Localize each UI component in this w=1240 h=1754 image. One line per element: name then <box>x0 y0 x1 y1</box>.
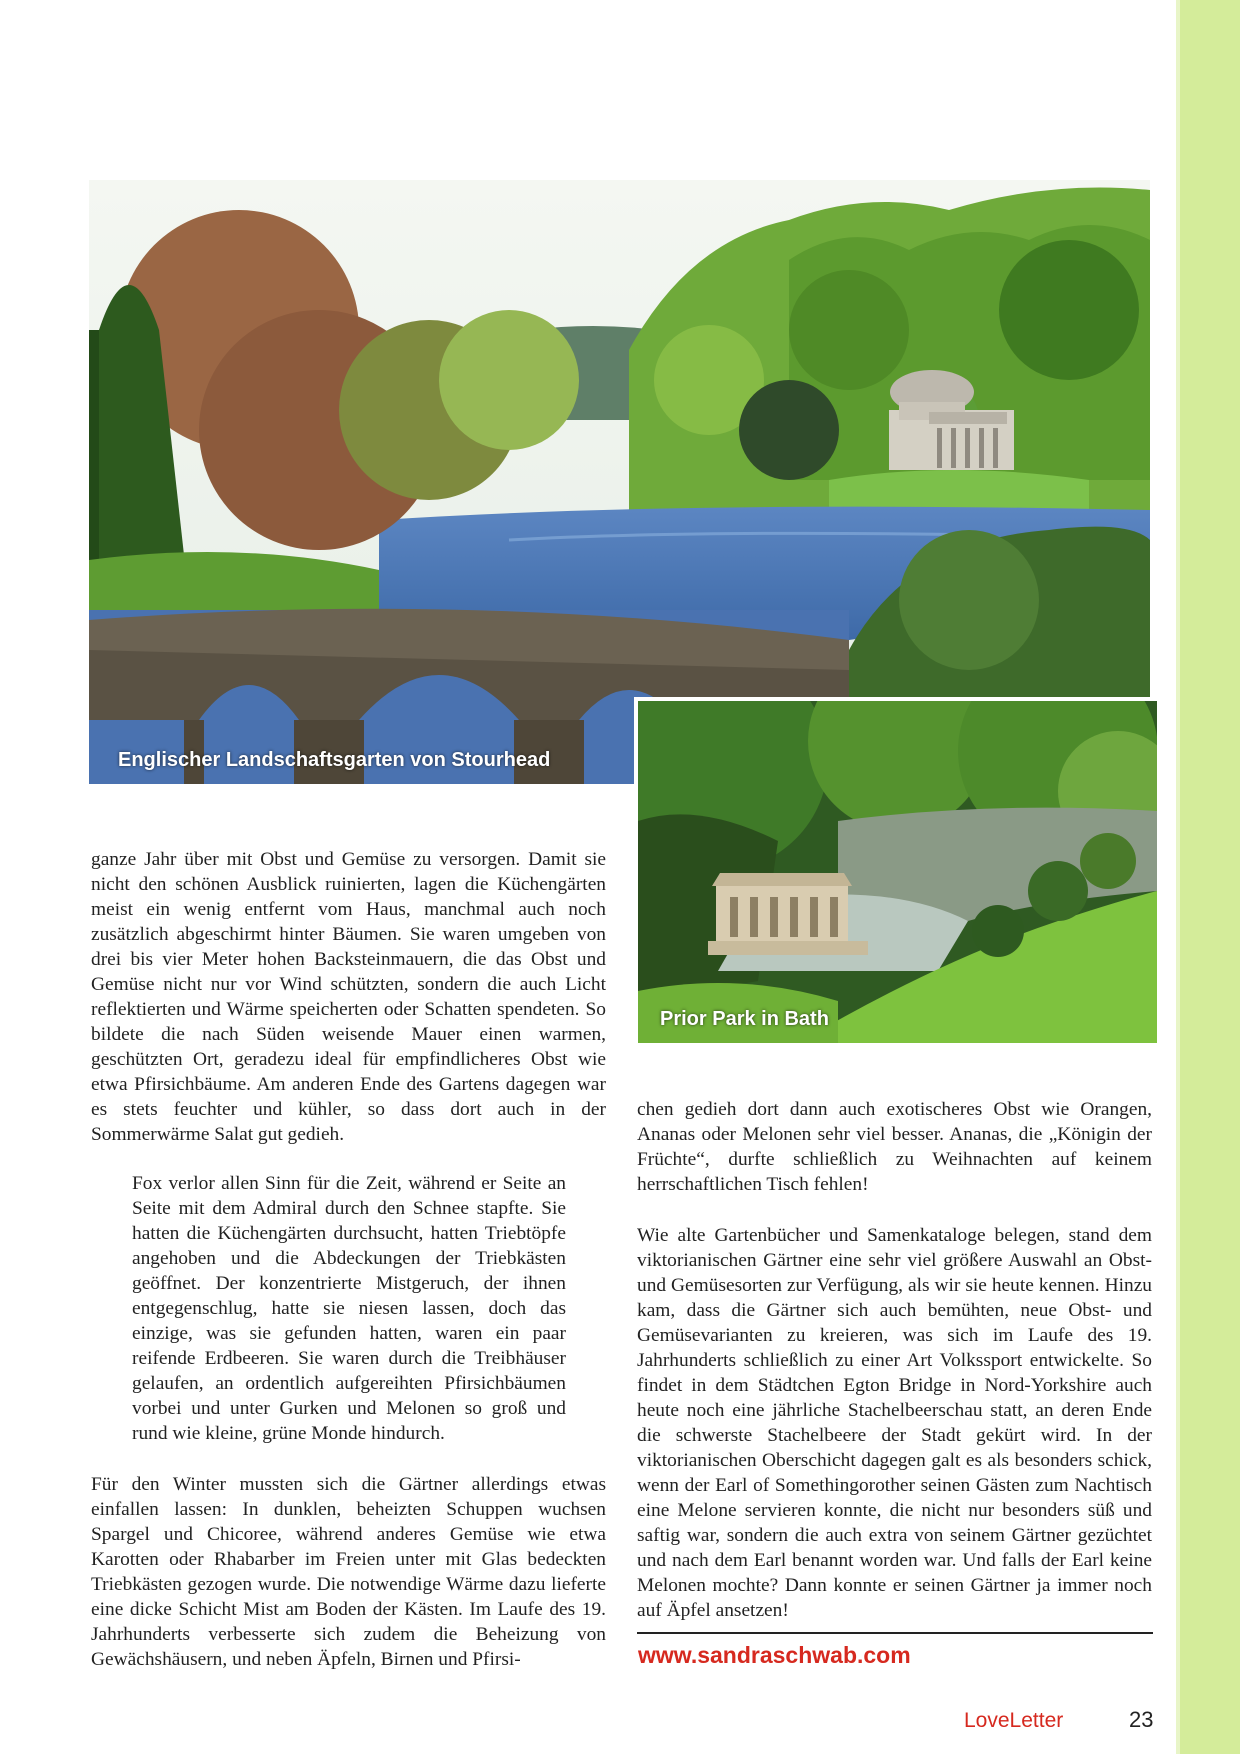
prior-park-photo <box>634 697 1157 1043</box>
article-left-winter <box>91 1472 606 1672</box>
quote-text: Fox verlor allen Sinn für die Zeit, während er Seite an Seite mit dem Admiral durch den Schnee stapfte. Sie hatten die Küchengärten durchsucht, hatten Triebtöpfe angehoben und die Abdeckungen der Triebkästen geöffnet. Der konzentrierte Mistgeruch, der ihnen entgegenschlug, hatte sie niesen lassen, doch das einzige, was sie gefunden hatten, waren ein paar reifende Erdbeeren. Sie waren durch die Treibhäuser gelaufen, an ordentlich aufgereihten Pfirsichbäumen vorbei und unter Gurken und Melonen so groß und rund wie kleine, grüne Monde hindurch. <box>132 1173 566 1444</box>
stourhead-photo-caption: Englischer Landschaftsgarten von Stourhead <box>118 749 551 771</box>
paragraph-kitchen-gardens: ganze Jahr über mit Obst und Gemüse zu versorgen. Damit sie nicht den schönen Ausblick ruinierten, lagen die Küchengärten meist ein wenig entfernt vom Haus, manchmal auch noch zusätzlich abgeschirmt hinter Bäumen. Sie waren umgeben von drei bis vier Meter hohen Backsteinmauern, die das Obst und Gemüse nicht nur vor Wind schützten, sondern die auch Licht reflektierten und Wärme speicherten oder Schatten spendeten. So bildete die nach Süden weisende Mauer einen warmen, geschützten Ort, geradezu ideal für empfindlicheres Obst wie etwa Pfirsichbäume. Am anderen Ende des Gartens dagegen war es stets feuchter und kühler, so dass dort auch in der Sommerwärme Salat gut gedieh. <box>91 849 606 1145</box>
stourhead-landscape-photo <box>89 180 1150 784</box>
divider-rule <box>637 1632 1153 1634</box>
page-edge-color-strip <box>1180 0 1240 1754</box>
paragraph-winter: Für den Winter mussten sich die Gärtner allerdings etwas einfallen lassen: In dunklen, beheizten Schuppen wuchsen Spargel und Chicoree, während anderes Gemüse wie etwa Karotten oder Rhabarber im Freien unter mit Glas bedeckten Triebkästen gezogen wurde. Die notwendige Wärme dazu lieferte eine dicke Schicht Mist am Boden der Kästen. Im Laufe des 19. Jahrhunderts verbesserte sich zudem die Beheizung von Gewächshäusern, und neben Äpfeln, Birnen und Pfirsi- <box>91 1474 606 1670</box>
novel-excerpt-quote <box>132 1171 566 1446</box>
article-right-catalog <box>637 1223 1152 1623</box>
magazine-name: LoveLetter <box>964 1709 1064 1732</box>
author-website-link[interactable]: www.sandraschwab.com <box>638 1642 911 1668</box>
paragraph-seed-catalogs: Wie alte Gartenbücher und Samenkataloge belegen, stand dem viktorianischen Gärtner eine sehr viel größere Auswahl an Obst- und Gemüsesorten zur Verfügung, als wir sie heute kennen. Hinzu kam, dass die Gärtner sich auch bemühten, neue Obst- und Gemüsevarianten zu kreieren, was sich im Laufe des 19. Jahrhunderts schließlich zu einer Art Volkssport entwickelte. So findet in dem Städtchen Egton Bridge in Nord-Yorkshire auch heute noch eine jährliche Stachelbeerschau statt, an deren Ende die schwerste Stachelbeere der Stadt gekürt wird. In der viktorianischen Oberschicht dagegen galt es als besonders schick, wenn der Earl of Somethingorother seinen Gästen zum Nachtisch eine Melone servieren konnte, die nicht nur besonders süß und saftig war, sondern die auch extra von seinem Gärtner gezüchtet und nach dem Earl benannt worden war. Und falls der Earl keine Melonen mochte? Dann konnte er seinen Gärtner ja immer noch auf Äpfel ansetzen! <box>637 1225 1152 1621</box>
prior-park-caption: Prior Park in Bath <box>660 1008 829 1030</box>
article-right-exotic <box>637 1097 1152 1197</box>
paragraph-exotic-fruit: chen gedieh dort dann auch exotischeres Obst wie Orangen, Ananas oder Melonen sehr viel besser. Ananas, die „Königin der Früchte“, durfte schließlich zu Weihnachten auf keinem herrschaftlichen Tisch fehlen! <box>637 1099 1152 1195</box>
article-left-intro <box>91 847 606 1147</box>
page-number: 23 <box>1129 1707 1154 1732</box>
